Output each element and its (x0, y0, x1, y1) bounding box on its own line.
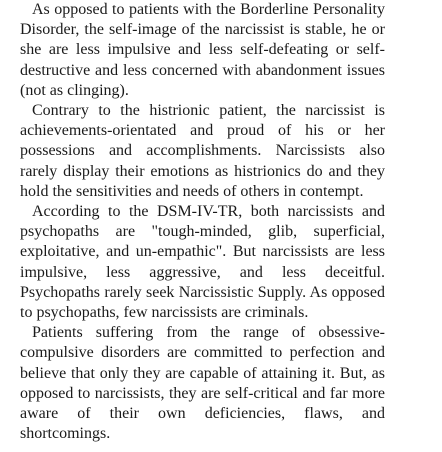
paragraph-obsessive-compulsive: Patients suffering from the range of obsessive-compulsive disorders are committed to perfection and believe that only they are capable of attaining it. But, as opposed to narcissists, they are self-critical and far more aware of their own deficiencies, flaws, and shortcomings. (20, 324, 385, 443)
paragraph-psychopaths: According to the DSM-IV-TR, both narcissists and psychopaths are "tough-minded, glib, superficial, exploitative, and un-empathic". But narcissists are less impulsive, less aggressive, and less deceitful. Psychopaths rarely seek Narcissistic Supply. As opposed to psychopaths, few narcissists are criminals. (20, 203, 385, 322)
paragraph-borderline: As opposed to patients with the Borderline Personality Disorder, the self-image of the narcissist is stable, he or she are less impulsive and less self-defeating or self-destructive and less concerned with abandonment issues (not as clinging). (20, 1, 385, 99)
paragraph-histrionic: Contrary to the histrionic patient, the narcissist is achievements-orientated and proud of his or her possessions and accomplishments. Narcissists also rarely display their emotions as histrionics do and they hold the sensitivities and needs of others in contempt. (20, 102, 385, 200)
document-page (20, 0, 385, 444)
